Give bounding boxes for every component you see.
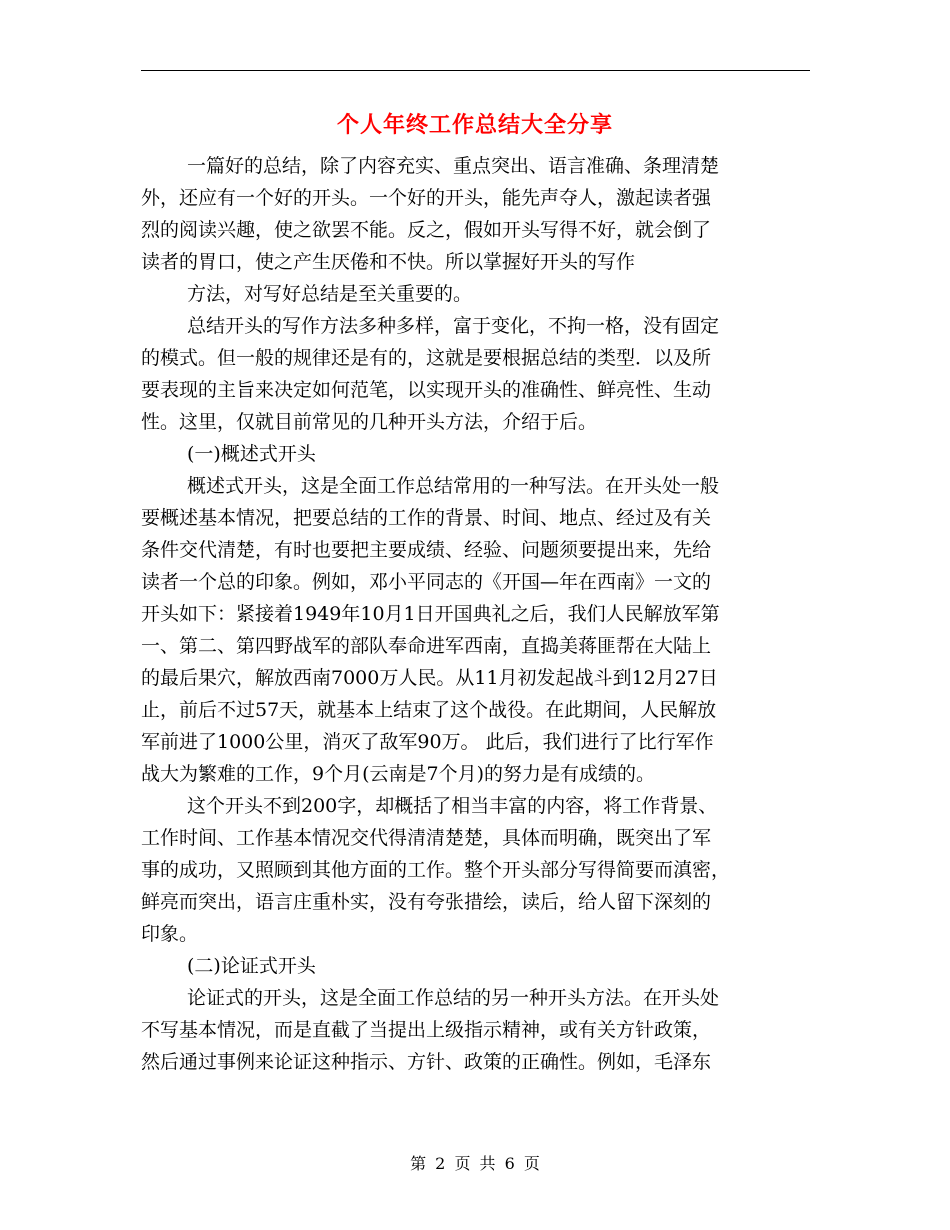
- text-line: 概述式开头，这是全面工作总结常用的一种写法。在开头处一般: [187, 475, 720, 497]
- text-line: 鲜亮而突出，语言庄重朴实，没有夸张措绘，读后，给人留下深刻的: [141, 891, 712, 913]
- text-line: 的最后果穴，解放西南7000万人民。从11月初发起战斗到12月27日: [141, 667, 718, 689]
- text-line: 然后通过事例来论证这种指示、方针、政策的正确性。例如，毛泽东: [141, 1051, 712, 1073]
- text-line: 外，还应有一个好的开头。一个好的开头，能先声夺人，激起读者强: [141, 187, 712, 209]
- page-footer: 第 2 页 共 6 页: [410, 1154, 540, 1173]
- text-line: 要表现的主旨来决定如何范笔，以实现开头的准确性、鲜亮性、生动: [141, 379, 712, 401]
- text-line: 要概述基本情况，把要总结的工作的背景、时间、地点、经过及有关: [141, 507, 712, 529]
- text-line: 的模式。但一般的规律还是有的，这就是要根据总结的类型．以及所: [141, 347, 712, 369]
- document-body: [141, 150, 810, 1078]
- text-line: 工作时间、工作基本情况交代得清清楚楚，具体而明确，既突出了军: [141, 827, 712, 849]
- text-line: (二)论证式开头: [187, 955, 316, 977]
- text-line: 印象。: [141, 923, 199, 945]
- text-line: 一、第二、第四野战军的部队奉命进军西南，直捣美蒋匪帮在大陆上: [141, 635, 712, 657]
- text-line: 条件交代清楚，有时也要把主要成绩、经验、问题须要提出来，先给: [141, 539, 712, 561]
- text-line: 不写基本情况，而是直截了当提出上级指示精神，或有关方针政策，: [141, 1019, 712, 1041]
- text-line: 论证式的开头，这是全面工作总结的另一种开头方法。在开头处: [187, 987, 720, 1009]
- text-line: 读者一个总的印象。例如，邓小平同志的《开国—年在西南》一文的: [141, 571, 712, 593]
- text-line: 战大为繁难的工作，9个月(云南是7个月)的努力是有成绩的。: [141, 763, 656, 785]
- text-line: 读者的胃口，使之产生厌倦和不快。所以掌握好开头的写作: [141, 251, 636, 273]
- text-line: 这个开头不到200字，却概括了相当丰富的内容，将工作背景、: [187, 795, 718, 817]
- text-line: 一篇好的总结，除了内容充实、重点突出、语言准确、条理清楚: [187, 155, 720, 177]
- text-line: 烈的阅读兴趣，使之欲罢不能。反之，假如开头写得不好，就会倒了: [141, 219, 712, 241]
- document-title: 个人年终工作总结大全分享: [336, 112, 613, 138]
- text-line: (一)概述式开头: [187, 443, 316, 465]
- text-line: 止，前后不过57天，就基本上结束了这个战役。在此期间，人民解放: [141, 699, 717, 721]
- text-line: 开头如下：紧接着1949年10月1日开国典礼之后，我们人民解放军第: [141, 603, 720, 625]
- text-line: 方法，对写好总结是至关重要的。: [187, 283, 473, 305]
- text-line: 军前进了1000公里，消灭了敌军90万。 此后，我们进行了比行军作: [141, 731, 714, 753]
- text-line: 事的成功，又照顾到其他方面的工作。整个开头部分写得简要而滇密，: [141, 859, 731, 881]
- header-rule: [141, 70, 810, 71]
- text-line: 总结开头的写作方法多种多样，富于变化，不拘一格，没有固定: [187, 315, 720, 337]
- text-line: 性。这里，仅就目前常见的几种开头方法，介绍于后。: [141, 411, 598, 433]
